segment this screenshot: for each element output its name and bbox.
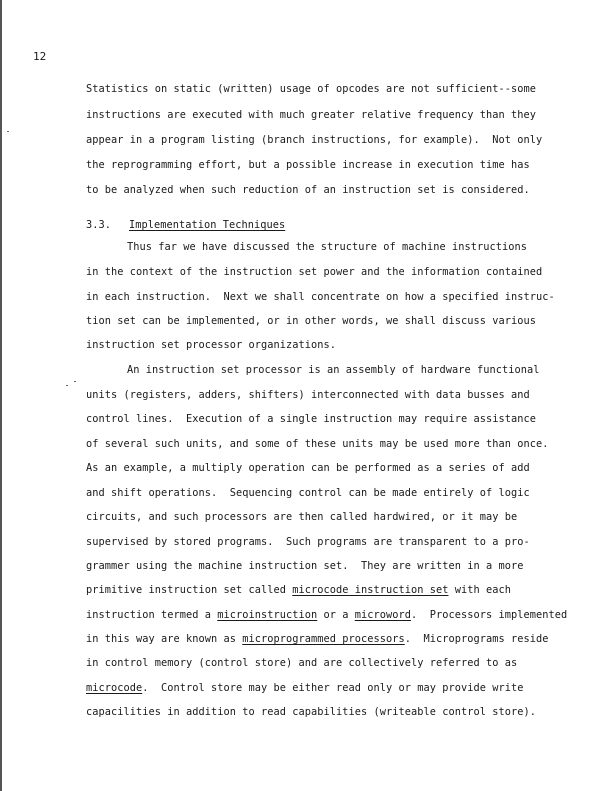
scan-speck <box>7 131 9 132</box>
section-title: Implementation Techniques <box>129 219 286 231</box>
text-line: to be analyzed when such reduction of an instruction set is considered. <box>86 184 530 196</box>
text-line: control lines. Execution of a single instruction may require assistance <box>86 413 536 425</box>
text-line: of several such units, and some of these units may be used more than once. <box>86 438 549 450</box>
page-edge <box>0 0 2 791</box>
text-line: instruction set processor organizations. <box>86 339 336 351</box>
term-microinstruction: microinstruction <box>217 609 318 621</box>
scan-speck <box>74 381 76 382</box>
text-line <box>86 609 567 621</box>
text-span: . Microprograms reside <box>404 633 549 645</box>
term-microprogrammed-processors: microprogrammed processors <box>242 633 405 645</box>
text-span: primitive instruction set called <box>86 584 293 596</box>
text-line <box>86 584 511 596</box>
text-line: capacilities in addition to read capabilities (writeable control store). <box>86 706 536 718</box>
scan-speck <box>66 385 68 386</box>
text-line: circuits, and such processors are then called hardwired, or it may be <box>86 511 518 523</box>
text-line: appear in a program listing (branch instructions, for example). Not only <box>86 134 543 146</box>
text-line: As an example, a multiply operation can be performed as a series of add <box>86 462 530 474</box>
text-span: . Control store may be either read only or may provide write <box>142 682 524 694</box>
text-line: in the context of the instruction set power and the information contained <box>86 266 543 278</box>
text-span: or a <box>317 609 355 621</box>
text-span: . Processors implemented <box>410 609 568 621</box>
page-number: 12 <box>33 50 47 63</box>
term-microcode: microcode <box>86 682 143 694</box>
text-line: An instruction set processor is an assembly of hardware functional <box>127 364 540 376</box>
text-line: the reprogramming effort, but a possible increase in execution time has <box>86 159 530 171</box>
text-line <box>86 633 548 645</box>
text-line <box>86 682 523 694</box>
section-heading <box>86 219 285 231</box>
text-line: in control memory (control store) and are collectively referred to as <box>86 657 518 669</box>
text-span: instruction termed a <box>86 609 218 621</box>
text-line: grammer using the machine instruction set. They are written in a more <box>86 560 524 572</box>
text-line: tion set can be implemented, or in other words, we shall discuss various <box>86 315 536 327</box>
text-line: supervised by stored programs. Such programs are transparent to a pro- <box>86 536 530 548</box>
section-number: 3.3. <box>86 219 111 231</box>
text-line: Thus far we have discussed the structure of machine instructions <box>127 241 527 253</box>
text-line: in each instruction. Next we shall concentrate on how a specified instruc- <box>86 291 555 303</box>
text-line: Statistics on static (written) usage of opcodes are not sufficient--some <box>86 83 536 95</box>
text-line: units (registers, adders, shifters) interconnected with data busses and <box>86 389 530 401</box>
term-microcode-instruction-set: microcode instruction set <box>292 584 449 596</box>
text-span: with each <box>448 584 511 596</box>
text-span: in this way are known as <box>86 633 243 645</box>
text-line: instructions are executed with much greater relative frequency than they <box>86 109 536 121</box>
text-line: and shift operations. Sequencing control can be made entirely of logic <box>86 487 530 499</box>
term-microword: microword <box>354 609 411 621</box>
